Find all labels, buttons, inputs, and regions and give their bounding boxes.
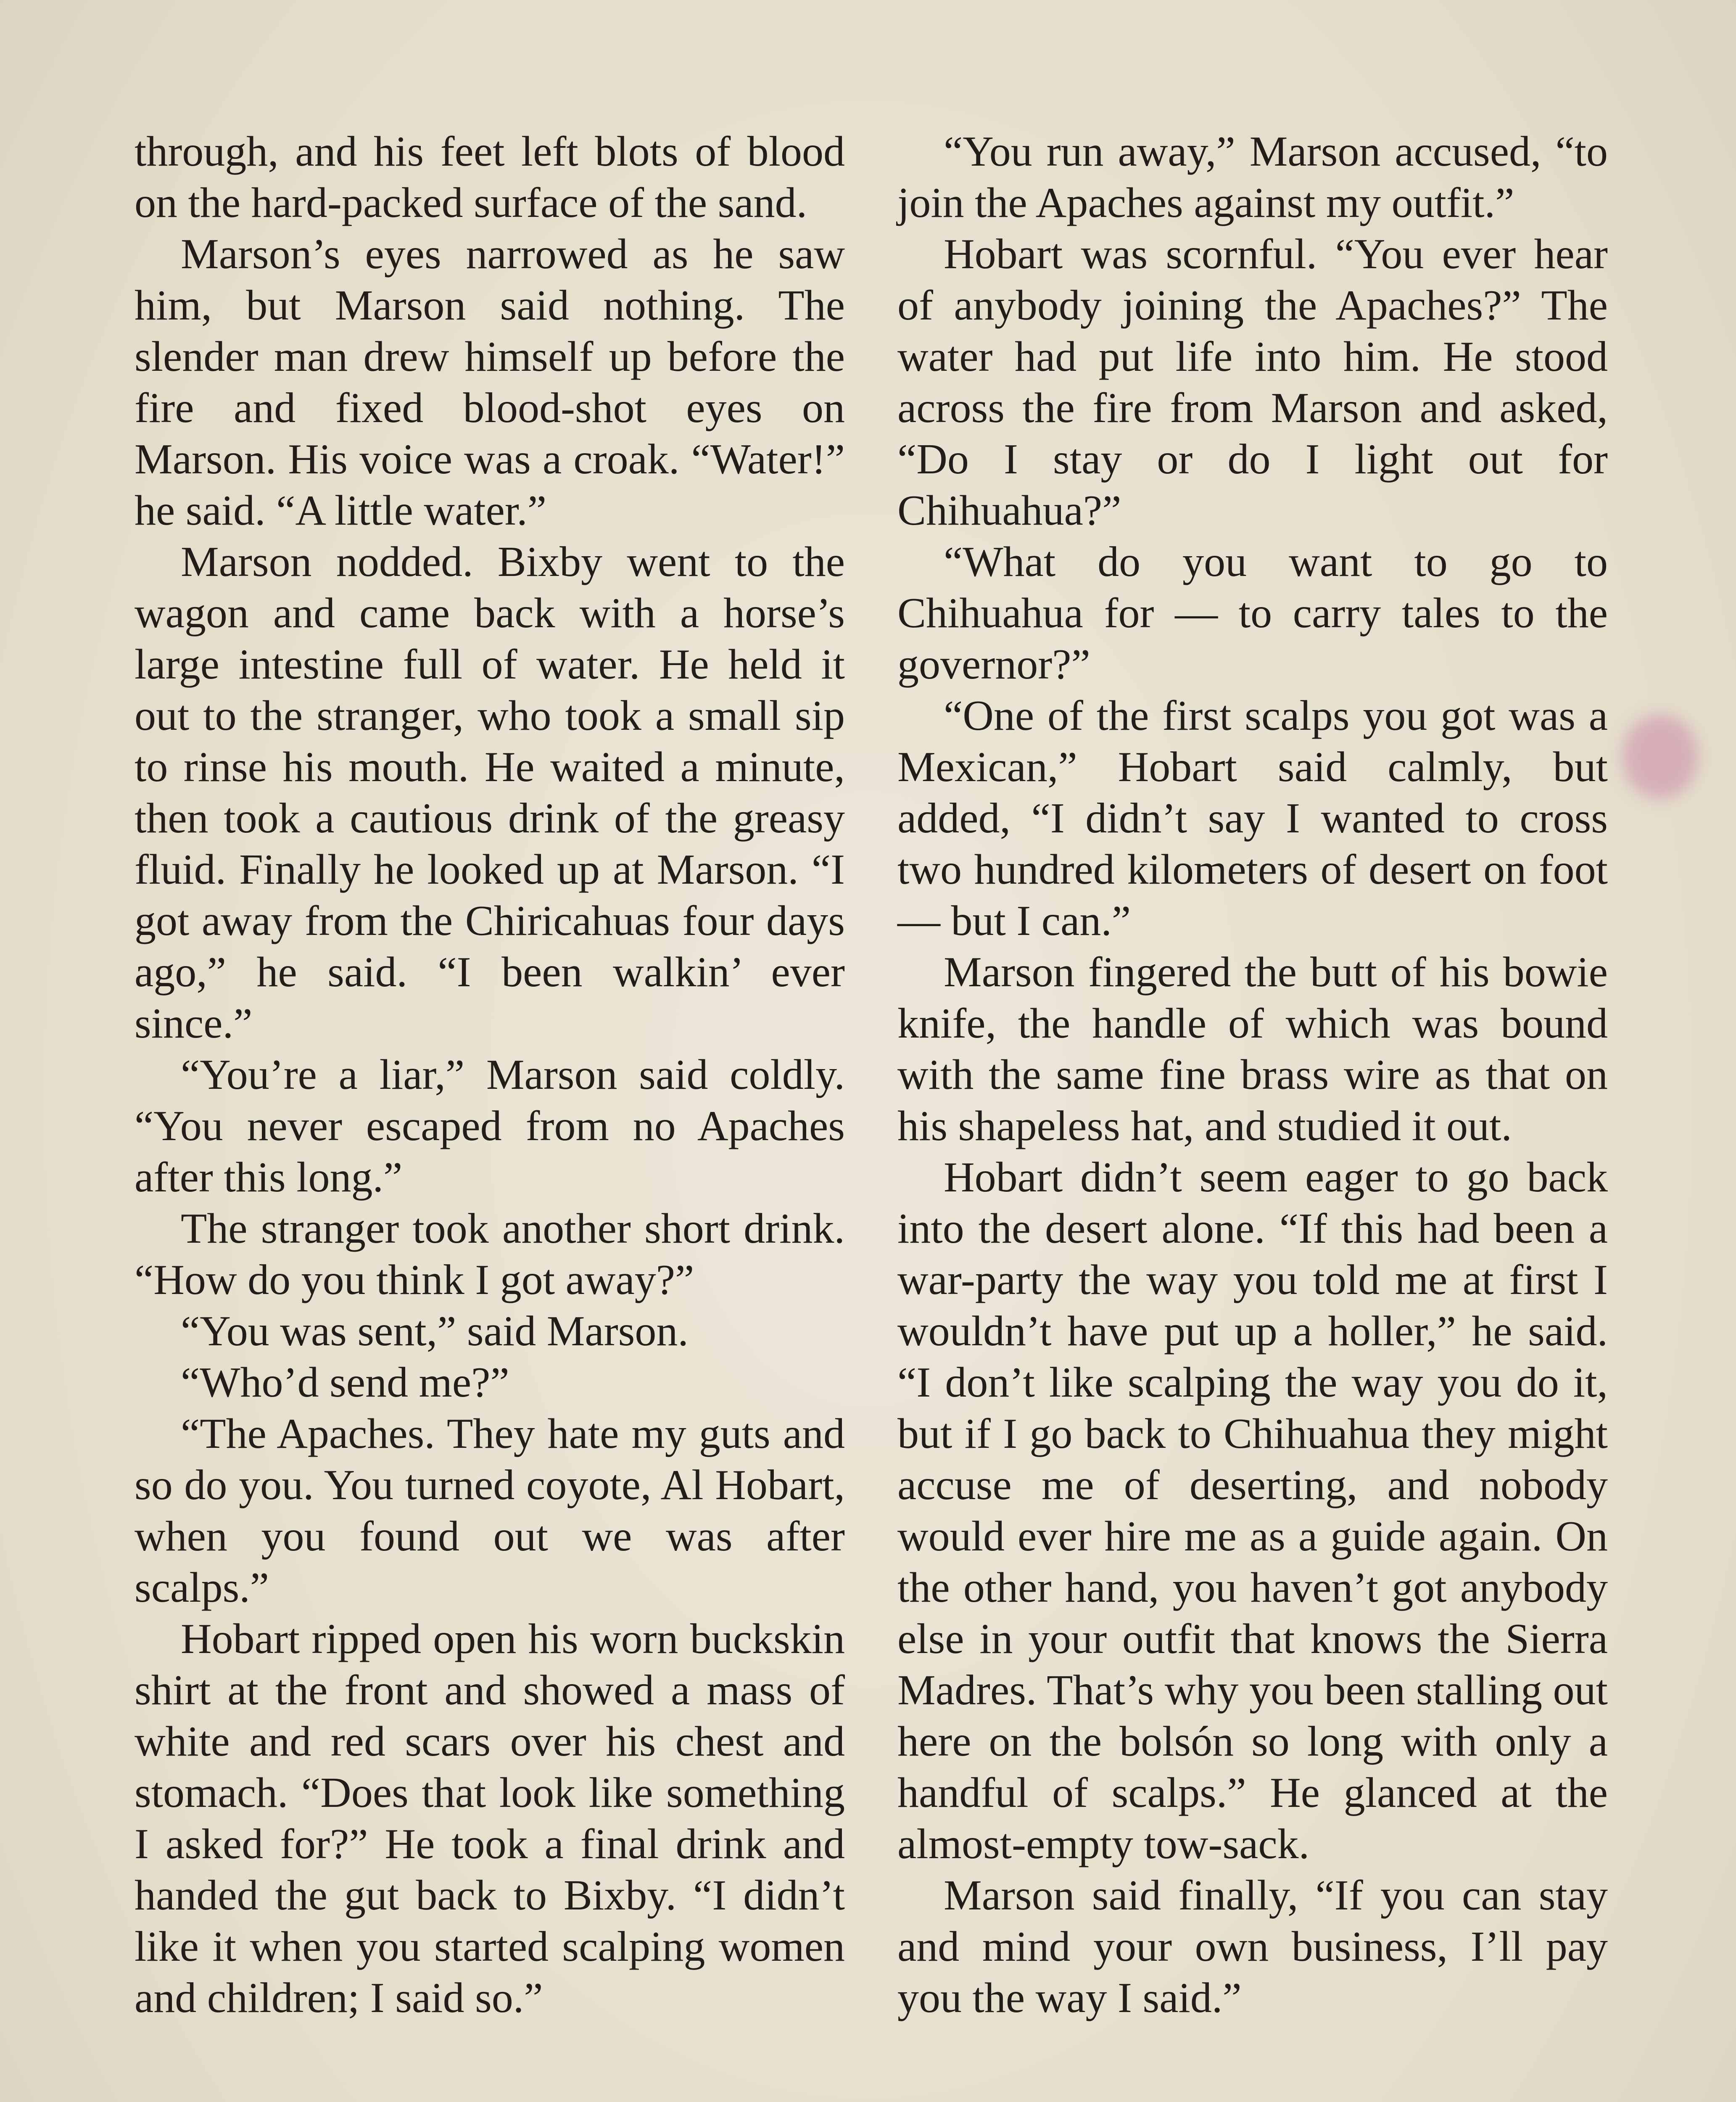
paragraph: Marson nodded. Bixby went to the wagon and came back with a horse’s large intestine full of water. He held it out to the stranger, who took a small sip to rinse his mouth. He waited a minute, then took a cautious drink of the greasy fluid. Finally he looked up at Marson. “I got away from the Chiricahuas four days ago,” he said. “I been walkin’ ever since.” (135, 538, 845, 1047)
paragraph: Marson’s eyes narrowed as he saw him, but Marson said nothing. The slender man drew himself up before the fire and fixed blood-shot eyes on Marson. His voice was a croak. “Water!” he said. “A little water.” (135, 230, 845, 534)
paragraph: “One of the first scalps you got was a Mexican,” Hobart said calmly, but added, “I didn’t say I wanted to cross two hundred kilometers of desert on foot — but I can.” (897, 692, 1608, 945)
ink-stain (1623, 715, 1698, 799)
paragraph: The stranger took another short drink. “How do you think I got away?” (135, 1205, 845, 1304)
paragraph: “The Apaches. They hate my guts and so do you. You turned coyote, Al Hobart, when you found out we was after scalps.” (135, 1410, 845, 1611)
right-column (897, 126, 1608, 2024)
paragraph: “You was sent,” said Marson. (181, 1307, 689, 1355)
paragraph: “You’re a liar,” Marson said coldly. “You never escaped from no Apaches after this long.” (135, 1051, 845, 1201)
paragraph: through, and his feet left blots of blood on the hard-packed surface of the sand. (135, 128, 845, 227)
left-column (135, 126, 845, 2024)
paragraph: Marson said finally, “If you can stay and mind your own business, I’ll pay you the way I said.” (897, 1872, 1608, 2022)
paragraph: Hobart ripped open his worn buckskin shirt at the front and showed a mass of white and red scars over his chest and stomach. “Does that look like something I asked for?” He took a final drink and handed the gut back to Bixby. “I didn’t like it when you started scalping women and children; I said so.” (135, 1615, 845, 2022)
paragraph: Hobart was scornful. “You ever hear of anybody joining the Apaches?” The water had put life into him. He stood across the fire from Marson and asked, “Do I stay or do I light out for Chihuahua?” (897, 230, 1608, 534)
paragraph: “What do you want to go to Chihuahua for — to carry tales to the governor?” (897, 538, 1608, 688)
paragraph: Marson fingered the butt of his bowie knife, the handle of which was bound with the same fine brass wire as that on his shapeless hat, and studied it out. (897, 948, 1608, 1150)
paragraph: Hobart didn’t seem eager to go back into the desert alone. “If this had been a war-party the way you told me at first I wouldn’t have put up a holler,” he said. “I don’t like scalping the way you do it, but if I go back to Chihuahua they might accuse me of deserting, and nobody would ever hire me as a guide again. On the other hand, you haven’t got anybody else in your outfit that knows the Sierra Madres. That’s why you been stalling out here on the bolsón so long with only a handful of scalps.” He glanced at the almost-empty tow-sack. (897, 1154, 1608, 1868)
paragraph: “Who’d send me?” (181, 1359, 509, 1406)
paragraph: “You run away,” Marson accused, “to join the Apaches against my outfit.” (897, 128, 1608, 227)
